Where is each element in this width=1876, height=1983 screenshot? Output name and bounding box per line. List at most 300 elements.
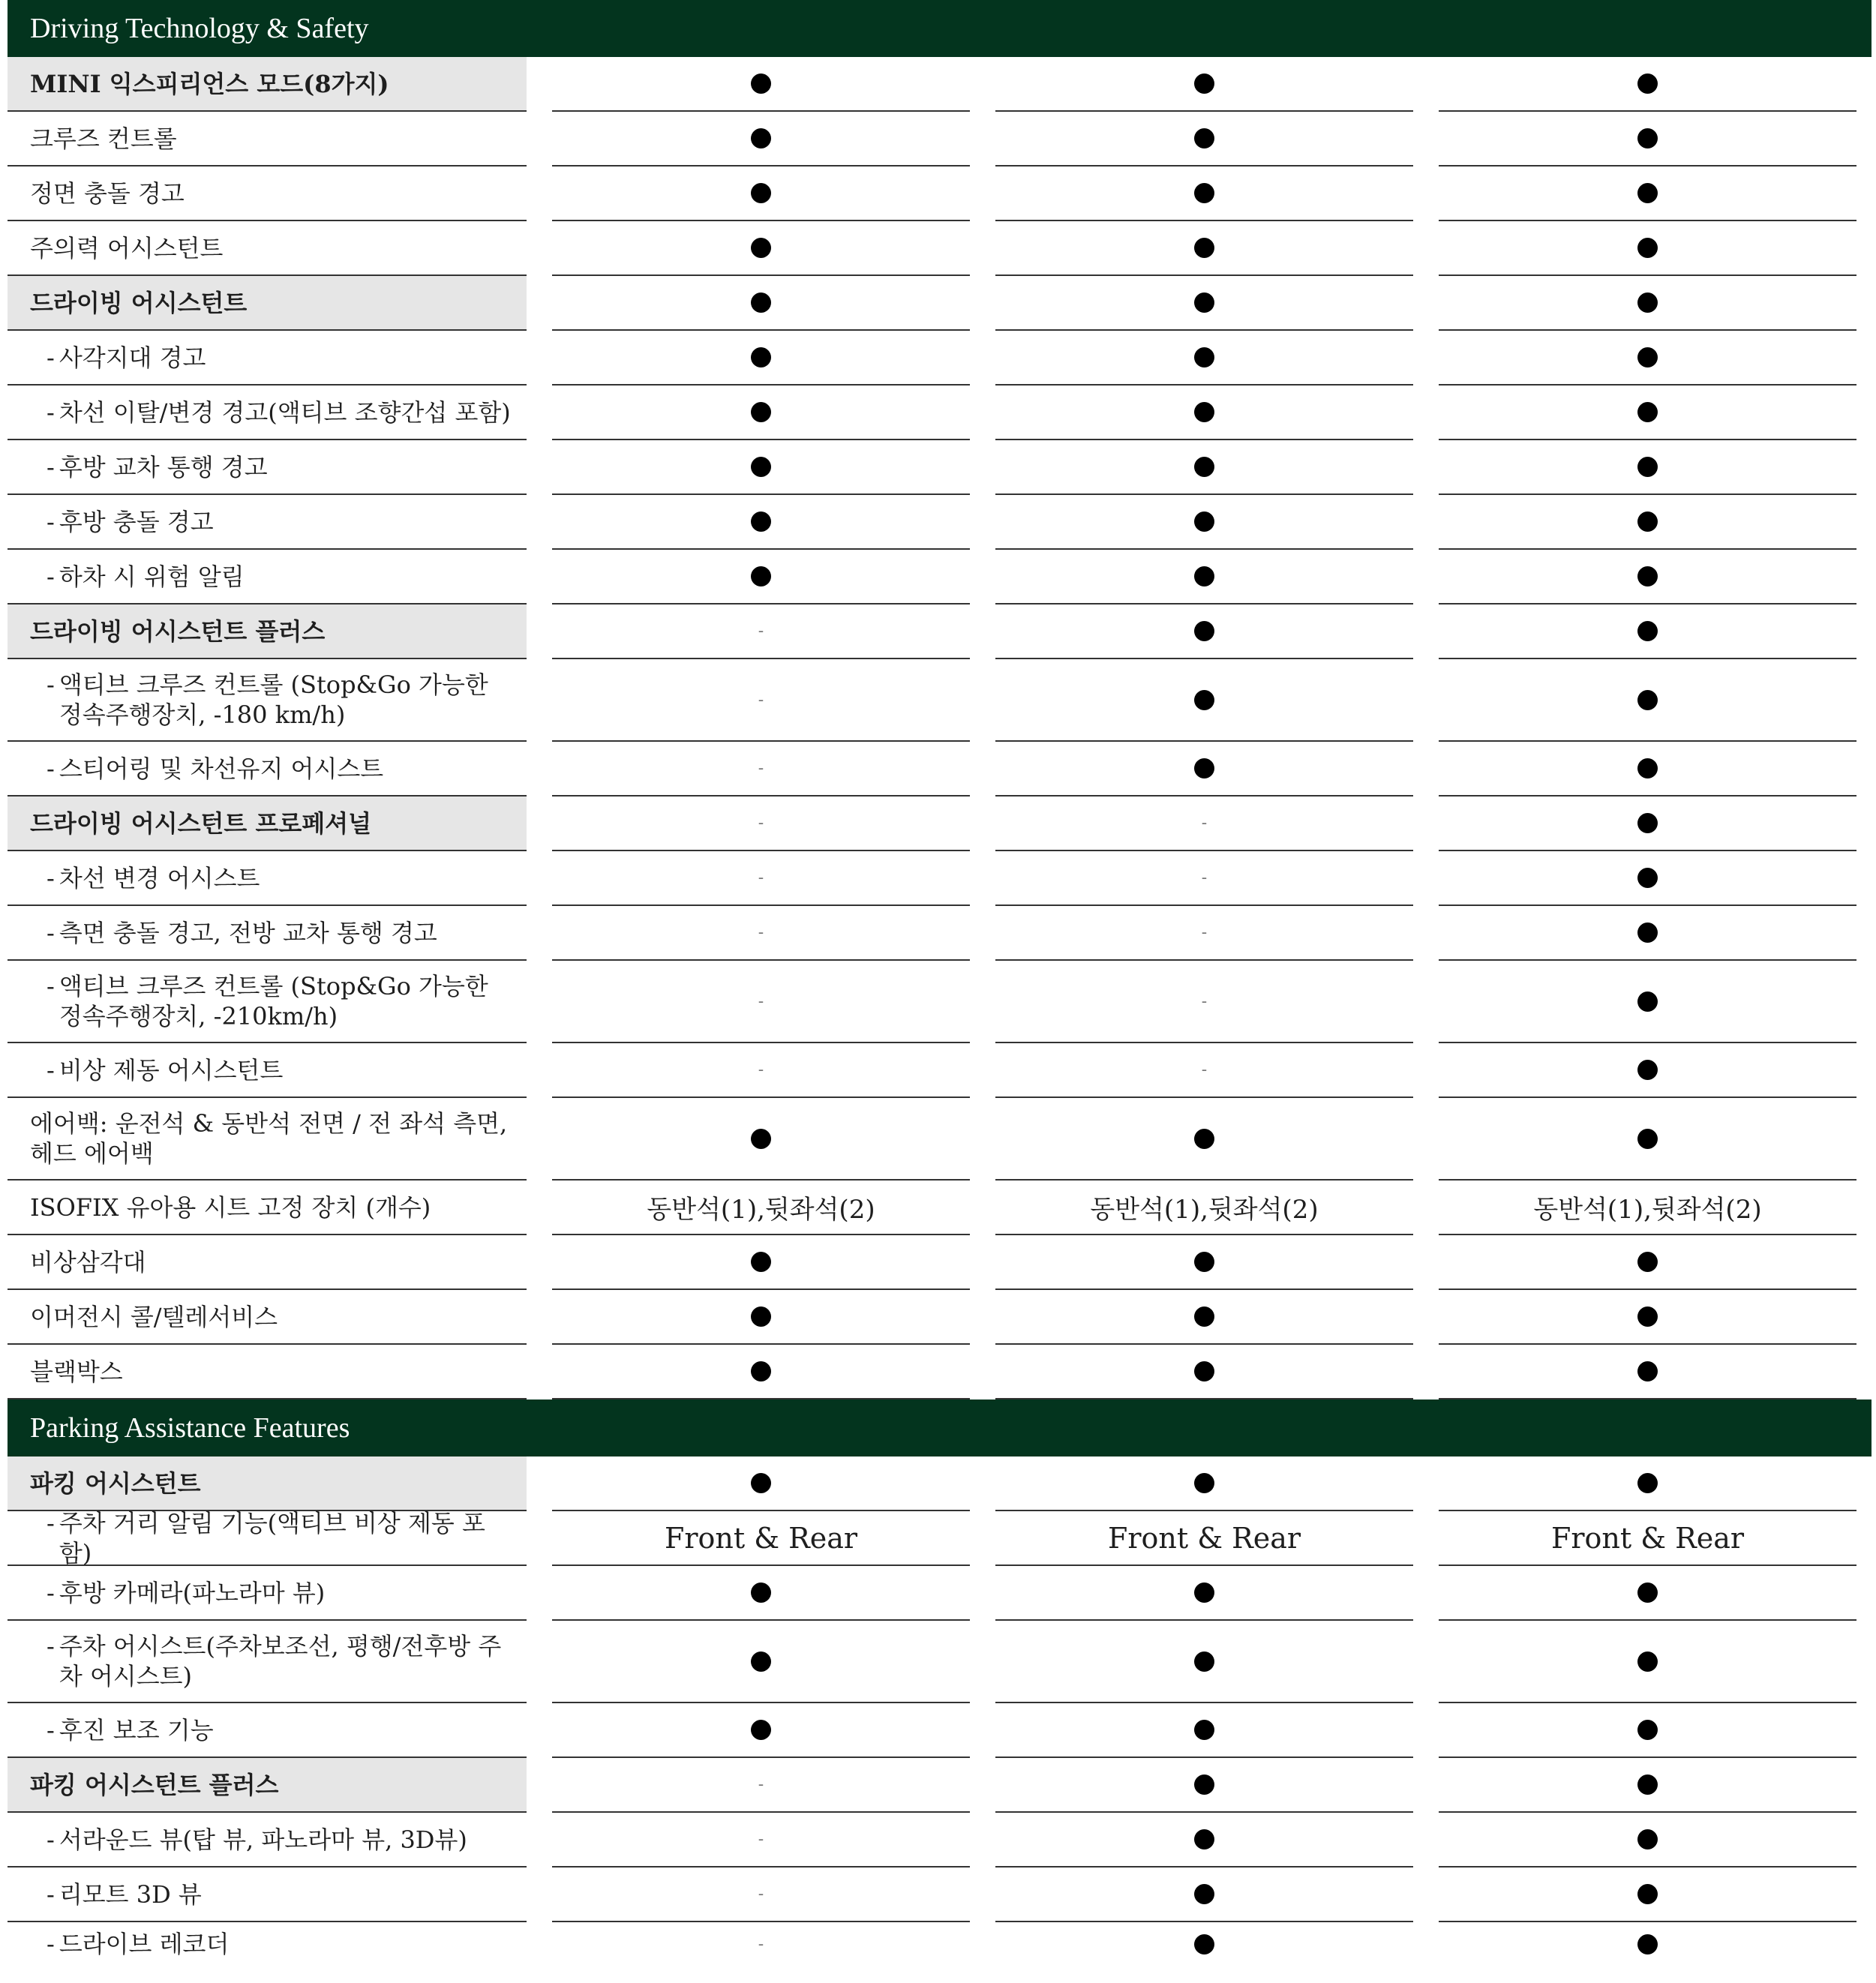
table-row bbox=[8, 1703, 1871, 1758]
not-available-dash: - bbox=[1201, 814, 1208, 832]
column-gap bbox=[1413, 1456, 1439, 1511]
column-gap bbox=[970, 1621, 995, 1703]
column-gap bbox=[527, 659, 552, 742]
value-cell-trim-2 bbox=[995, 112, 1413, 166]
standard-dot-icon bbox=[1637, 402, 1658, 422]
not-available-dash: - bbox=[1201, 923, 1208, 942]
value-cell-trim-2 bbox=[995, 1098, 1413, 1180]
value-cell-trim-3 bbox=[1439, 796, 1856, 851]
value-cell-trim-3 bbox=[1439, 57, 1856, 112]
column-gap bbox=[970, 604, 995, 659]
column-gap bbox=[970, 1566, 995, 1621]
feature-label: 드라이빙 어시스턴트 프로페셔널 bbox=[30, 808, 372, 838]
column-gap bbox=[527, 1345, 552, 1400]
not-available-dash: - bbox=[1201, 1060, 1208, 1079]
value-cell-trim-1 bbox=[552, 440, 970, 495]
standard-dot-icon bbox=[1637, 992, 1658, 1012]
sub-item-dash: - bbox=[47, 452, 55, 482]
column-gap bbox=[1413, 276, 1439, 331]
standard-dot-icon bbox=[751, 347, 771, 368]
column-gap bbox=[970, 1758, 995, 1813]
value-cell-trim-2 bbox=[995, 440, 1413, 495]
column-gap bbox=[527, 1758, 552, 1813]
table-row bbox=[8, 1235, 1871, 1290]
column-gap bbox=[1413, 906, 1439, 961]
sub-item-dash: - bbox=[47, 1825, 55, 1854]
table-row bbox=[8, 1621, 1871, 1703]
value-cell-trim-1 bbox=[552, 331, 970, 386]
standard-dot-icon bbox=[1637, 238, 1658, 258]
not-available-dash: - bbox=[758, 1885, 764, 1904]
value-cell-trim-3 bbox=[1439, 276, 1856, 331]
feature-label-cell bbox=[8, 604, 527, 659]
value-text: 동반석(1),뒷좌석(2) bbox=[1533, 1195, 1762, 1225]
standard-dot-icon bbox=[1637, 512, 1658, 532]
feature-label: 에어백: 운전석 & 동반석 전면 / 전 좌석 측면, 헤드 에어백 bbox=[30, 1109, 508, 1168]
feature-label: 스티어링 및 차선유지 어시스트 bbox=[59, 754, 384, 783]
value-cell-trim-1 bbox=[552, 1511, 970, 1566]
standard-dot-icon bbox=[1194, 183, 1214, 203]
value-cell-trim-3 bbox=[1439, 961, 1856, 1043]
table-row bbox=[8, 1566, 1871, 1621]
column-gap bbox=[970, 906, 995, 961]
standard-dot-icon bbox=[1194, 1652, 1214, 1672]
value-cell-trim-3 bbox=[1439, 1043, 1856, 1098]
sub-feature bbox=[47, 1825, 467, 1855]
value-cell-trim-3 bbox=[1439, 331, 1856, 386]
standard-dot-icon bbox=[1194, 1774, 1214, 1795]
column-gap bbox=[1413, 1511, 1439, 1566]
value-cell-trim-2 bbox=[995, 550, 1413, 604]
standard-dot-icon bbox=[1637, 1934, 1658, 1954]
value-cell-trim-2 bbox=[995, 1621, 1413, 1703]
feature-label: ISOFIX 유아용 시트 고정 장치 (개수) bbox=[30, 1192, 431, 1222]
value-cell-trim-3 bbox=[1439, 1758, 1856, 1813]
value-cell-trim-1 bbox=[552, 851, 970, 906]
standard-dot-icon bbox=[1637, 1720, 1658, 1740]
column-gap bbox=[970, 1511, 995, 1566]
table-row bbox=[8, 604, 1871, 659]
column-gap bbox=[527, 851, 552, 906]
sub-feature bbox=[47, 1631, 513, 1691]
value-cell-trim-3 bbox=[1439, 1703, 1856, 1758]
value-cell-trim-1 bbox=[552, 1703, 970, 1758]
value-text: 동반석(1),뒷좌석(2) bbox=[1090, 1195, 1319, 1225]
sub-feature bbox=[47, 562, 245, 592]
value-cell-trim-1 bbox=[552, 1566, 970, 1621]
value-cell-trim-1 bbox=[552, 221, 970, 276]
standard-dot-icon bbox=[1637, 1306, 1658, 1327]
sub-item-dash: - bbox=[47, 398, 55, 427]
feature-label: 정면 충돌 경고 bbox=[30, 178, 185, 208]
value-cell-trim-3 bbox=[1439, 221, 1856, 276]
value-cell-trim-3 bbox=[1439, 1456, 1856, 1511]
not-available-dash: - bbox=[758, 1060, 764, 1079]
column-gap bbox=[527, 1511, 552, 1566]
table-row bbox=[8, 1043, 1871, 1098]
sub-feature bbox=[47, 971, 513, 1031]
value-cell-trim-3 bbox=[1439, 112, 1856, 166]
column-gap bbox=[970, 495, 995, 550]
value-cell-trim-2 bbox=[995, 906, 1413, 961]
standard-dot-icon bbox=[751, 1720, 771, 1740]
table-row bbox=[8, 1180, 1871, 1235]
table-row bbox=[8, 1758, 1871, 1813]
value-cell-trim-2 bbox=[995, 1922, 1413, 1966]
value-cell-trim-2 bbox=[995, 495, 1413, 550]
column-gap bbox=[527, 1868, 552, 1922]
column-gap bbox=[527, 550, 552, 604]
standard-dot-icon bbox=[1637, 1473, 1658, 1493]
sub-item-dash: - bbox=[47, 1578, 55, 1607]
value-cell-trim-2 bbox=[995, 851, 1413, 906]
table-row bbox=[8, 112, 1871, 166]
section-header: Parking Assistance Features bbox=[8, 1400, 1871, 1456]
column-gap bbox=[527, 796, 552, 851]
standard-dot-icon bbox=[751, 1252, 771, 1272]
feature-label-cell bbox=[8, 166, 527, 221]
table-row bbox=[8, 906, 1871, 961]
standard-dot-icon bbox=[751, 183, 771, 203]
standard-dot-icon bbox=[1194, 1473, 1214, 1493]
not-available-dash: - bbox=[758, 1830, 764, 1849]
sub-feature bbox=[47, 1929, 229, 1959]
feature-label-cell bbox=[8, 1868, 527, 1922]
standard-dot-icon bbox=[1637, 566, 1658, 586]
feature-label: 드라이빙 어시스턴트 bbox=[30, 288, 248, 317]
value-cell-trim-3 bbox=[1439, 386, 1856, 440]
value-cell-trim-2 bbox=[995, 1043, 1413, 1098]
column-gap bbox=[970, 1345, 995, 1400]
value-cell-trim-1 bbox=[552, 276, 970, 331]
table-row bbox=[8, 166, 1871, 221]
value-cell-trim-2 bbox=[995, 742, 1413, 796]
value-cell-trim-3 bbox=[1439, 742, 1856, 796]
standard-dot-icon bbox=[1194, 512, 1214, 532]
not-available-dash: - bbox=[758, 690, 764, 710]
column-gap bbox=[1413, 550, 1439, 604]
value-cell-trim-1 bbox=[552, 1235, 970, 1290]
standard-dot-icon bbox=[751, 238, 771, 258]
value-cell-trim-1 bbox=[552, 1922, 970, 1966]
column-gap bbox=[527, 1621, 552, 1703]
feature-label: 드라이브 레코더 bbox=[59, 1930, 230, 1958]
value-cell-trim-2 bbox=[995, 1703, 1413, 1758]
table-row bbox=[8, 1868, 1871, 1922]
value-cell-trim-1 bbox=[552, 796, 970, 851]
feature-label-cell bbox=[8, 57, 527, 112]
column-gap bbox=[527, 276, 552, 331]
table-row bbox=[8, 1813, 1871, 1868]
value-cell-trim-2 bbox=[995, 1235, 1413, 1290]
value-cell-trim-1 bbox=[552, 1043, 970, 1098]
column-gap bbox=[1413, 166, 1439, 221]
feature-label-cell bbox=[8, 1180, 527, 1235]
column-gap bbox=[970, 1813, 995, 1868]
standard-dot-icon bbox=[1194, 566, 1214, 586]
value-text: 동반석(1),뒷좌석(2) bbox=[647, 1195, 875, 1225]
column-gap bbox=[970, 742, 995, 796]
column-gap bbox=[527, 112, 552, 166]
feature-label-cell bbox=[8, 440, 527, 495]
column-gap bbox=[1413, 1043, 1439, 1098]
value-text: Front & Rear bbox=[1550, 1521, 1745, 1555]
standard-dot-icon bbox=[1194, 457, 1214, 477]
value-cell-trim-3 bbox=[1439, 1180, 1856, 1235]
feature-label-cell bbox=[8, 331, 527, 386]
sub-feature bbox=[47, 670, 513, 730]
standard-dot-icon bbox=[751, 1582, 771, 1603]
column-gap bbox=[527, 1180, 552, 1235]
column-gap bbox=[1413, 1566, 1439, 1621]
value-cell-trim-3 bbox=[1439, 659, 1856, 742]
value-cell-trim-1 bbox=[552, 742, 970, 796]
standard-dot-icon bbox=[1194, 621, 1214, 641]
column-gap bbox=[970, 1868, 995, 1922]
standard-dot-icon bbox=[1194, 347, 1214, 368]
not-available-dash: - bbox=[758, 923, 764, 942]
column-gap bbox=[1413, 1180, 1439, 1235]
standard-dot-icon bbox=[1194, 292, 1214, 313]
table-row bbox=[8, 1290, 1871, 1345]
table-row bbox=[8, 796, 1871, 851]
feature-label-cell bbox=[8, 1456, 527, 1511]
column-gap bbox=[970, 1922, 995, 1966]
column-gap bbox=[527, 386, 552, 440]
column-gap bbox=[970, 386, 995, 440]
value-cell-trim-1 bbox=[552, 1290, 970, 1345]
value-cell-trim-2 bbox=[995, 659, 1413, 742]
table-row bbox=[8, 1345, 1871, 1400]
table-row bbox=[8, 1922, 1871, 1966]
column-gap bbox=[970, 1043, 995, 1098]
value-cell-trim-2 bbox=[995, 166, 1413, 221]
sub-feature bbox=[47, 863, 260, 893]
feature-label: 주차 거리 알림 기능(액티브 비상 제동 포함) bbox=[59, 1508, 485, 1568]
table-row bbox=[8, 386, 1871, 440]
column-gap bbox=[1413, 57, 1439, 112]
standard-dot-icon bbox=[1194, 238, 1214, 258]
not-available-dash: - bbox=[1201, 868, 1208, 887]
standard-dot-icon bbox=[1194, 1720, 1214, 1740]
sub-feature bbox=[47, 1715, 214, 1745]
value-cell-trim-2 bbox=[995, 1868, 1413, 1922]
not-available-dash: - bbox=[758, 1934, 764, 1954]
value-cell-trim-3 bbox=[1439, 604, 1856, 659]
value-cell-trim-1 bbox=[552, 906, 970, 961]
not-available-dash: - bbox=[758, 992, 764, 1011]
not-available-dash: - bbox=[1201, 992, 1208, 1011]
feature-label-cell bbox=[8, 221, 527, 276]
feature-label: 드라이빙 어시스턴트 플러스 bbox=[30, 616, 326, 646]
sub-item-dash: - bbox=[47, 670, 55, 699]
feature-label: 하차 시 위험 알림 bbox=[59, 562, 245, 591]
feature-label: 이머전시 콜/텔레서비스 bbox=[30, 1302, 278, 1331]
table-row bbox=[8, 221, 1871, 276]
column-gap bbox=[1413, 1345, 1439, 1400]
feature-label-cell bbox=[8, 1345, 527, 1400]
sub-item-dash: - bbox=[47, 343, 55, 372]
table-row bbox=[8, 1508, 1871, 1568]
section-header: Driving Technology & Safety bbox=[8, 0, 1871, 57]
value-cell-trim-3 bbox=[1439, 166, 1856, 221]
table-row bbox=[8, 659, 1871, 742]
standard-dot-icon bbox=[1194, 1582, 1214, 1603]
column-gap bbox=[527, 604, 552, 659]
value-cell-trim-3 bbox=[1439, 495, 1856, 550]
feature-label-cell bbox=[8, 906, 527, 961]
value-cell-trim-2 bbox=[995, 604, 1413, 659]
value-cell-trim-1 bbox=[552, 1180, 970, 1235]
value-cell-trim-2 bbox=[995, 1456, 1413, 1511]
feature-label-cell bbox=[8, 1922, 527, 1966]
column-gap bbox=[970, 1703, 995, 1758]
value-cell-trim-2 bbox=[995, 1511, 1413, 1566]
standard-dot-icon bbox=[751, 402, 771, 422]
column-gap bbox=[527, 166, 552, 221]
sub-item-dash: - bbox=[47, 972, 55, 1000]
feature-label-cell bbox=[8, 1508, 527, 1568]
value-cell-trim-3 bbox=[1439, 1922, 1856, 1966]
feature-label-cell bbox=[8, 1758, 527, 1813]
standard-dot-icon bbox=[1194, 1884, 1214, 1904]
value-cell-trim-1 bbox=[552, 166, 970, 221]
value-cell-trim-1 bbox=[552, 1868, 970, 1922]
standard-dot-icon bbox=[1637, 1129, 1658, 1149]
value-cell-trim-3 bbox=[1439, 1868, 1856, 1922]
value-cell-trim-1 bbox=[552, 550, 970, 604]
standard-dot-icon bbox=[751, 292, 771, 313]
feature-label-cell bbox=[8, 1043, 527, 1098]
feature-label-cell bbox=[8, 659, 527, 742]
value-text: Front & Rear bbox=[1107, 1521, 1301, 1555]
standard-dot-icon bbox=[1194, 128, 1214, 148]
column-gap bbox=[970, 1180, 995, 1235]
feature-label-cell bbox=[8, 961, 527, 1043]
column-gap bbox=[527, 1043, 552, 1098]
standard-dot-icon bbox=[1637, 292, 1658, 313]
value-cell-trim-2 bbox=[995, 1758, 1413, 1813]
column-gap bbox=[527, 440, 552, 495]
value-cell-trim-1 bbox=[552, 1098, 970, 1180]
value-cell-trim-2 bbox=[995, 1813, 1413, 1868]
feature-label-cell bbox=[8, 1290, 527, 1345]
column-gap bbox=[970, 440, 995, 495]
standard-dot-icon bbox=[751, 1306, 771, 1327]
feature-label: 비상 제동 어시스턴트 bbox=[59, 1055, 284, 1084]
table-row bbox=[8, 1456, 1871, 1511]
standard-dot-icon bbox=[1637, 1652, 1658, 1672]
sub-item-dash: - bbox=[47, 1508, 55, 1538]
spec-sheet bbox=[8, 0, 1871, 1966]
table-row bbox=[8, 961, 1871, 1043]
standard-dot-icon bbox=[1194, 690, 1214, 710]
feature-label-cell bbox=[8, 550, 527, 604]
table-row bbox=[8, 495, 1871, 550]
value-cell-trim-1 bbox=[552, 57, 970, 112]
sub-feature bbox=[47, 398, 511, 428]
feature-label: 리모트 3D 뷰 bbox=[59, 1880, 202, 1909]
column-gap bbox=[527, 57, 552, 112]
standard-dot-icon bbox=[1637, 621, 1658, 641]
sub-item-dash: - bbox=[47, 562, 55, 591]
standard-dot-icon bbox=[1194, 402, 1214, 422]
standard-dot-icon bbox=[1637, 74, 1658, 94]
not-available-dash: - bbox=[758, 1775, 764, 1794]
value-cell-trim-2 bbox=[995, 386, 1413, 440]
value-cell-trim-3 bbox=[1439, 1621, 1856, 1703]
standard-dot-icon bbox=[1194, 758, 1214, 778]
sub-item-dash: - bbox=[47, 1055, 55, 1084]
value-cell-trim-1 bbox=[552, 112, 970, 166]
column-gap bbox=[1413, 331, 1439, 386]
feature-label: 사각지대 경고 bbox=[59, 343, 206, 372]
value-cell-trim-3 bbox=[1439, 1813, 1856, 1868]
standard-dot-icon bbox=[1637, 758, 1658, 778]
feature-label: 후진 보조 기능 bbox=[59, 1715, 214, 1744]
value-cell-trim-3 bbox=[1439, 851, 1856, 906]
column-gap bbox=[527, 1098, 552, 1180]
feature-label: 차선 이탈/변경 경고(액티브 조향간섭 포함) bbox=[59, 398, 511, 427]
value-cell-trim-1 bbox=[552, 386, 970, 440]
feature-label-cell bbox=[8, 1098, 527, 1180]
sub-item-dash: - bbox=[47, 863, 55, 892]
column-gap bbox=[1413, 961, 1439, 1043]
value-cell-trim-1 bbox=[552, 1621, 970, 1703]
sub-item-dash: - bbox=[47, 918, 55, 947]
column-gap bbox=[970, 112, 995, 166]
value-cell-trim-1 bbox=[552, 604, 970, 659]
column-gap bbox=[970, 659, 995, 742]
column-gap bbox=[1413, 659, 1439, 742]
sub-feature bbox=[47, 452, 268, 482]
column-gap bbox=[1413, 1290, 1439, 1345]
standard-dot-icon bbox=[1194, 1306, 1214, 1327]
standard-dot-icon bbox=[751, 457, 771, 477]
standard-dot-icon bbox=[751, 128, 771, 148]
value-cell-trim-2 bbox=[995, 276, 1413, 331]
not-available-dash: - bbox=[758, 622, 764, 640]
column-gap bbox=[1413, 1703, 1439, 1758]
column-gap bbox=[1413, 742, 1439, 796]
value-cell-trim-3 bbox=[1439, 1345, 1856, 1400]
feature-label-cell bbox=[8, 1235, 527, 1290]
sub-feature bbox=[47, 1578, 325, 1608]
standard-dot-icon bbox=[751, 1652, 771, 1672]
value-cell-trim-1 bbox=[552, 659, 970, 742]
column-gap bbox=[527, 1566, 552, 1621]
column-gap bbox=[1413, 386, 1439, 440]
standard-dot-icon bbox=[1637, 1774, 1658, 1795]
not-available-dash: - bbox=[758, 759, 764, 778]
column-gap bbox=[527, 1290, 552, 1345]
column-gap bbox=[970, 166, 995, 221]
column-gap bbox=[527, 331, 552, 386]
table-row bbox=[8, 440, 1871, 495]
value-cell-trim-2 bbox=[995, 57, 1413, 112]
value-cell-trim-1 bbox=[552, 1813, 970, 1868]
column-gap bbox=[970, 221, 995, 276]
column-gap bbox=[1413, 1922, 1439, 1966]
feature-label: 파킹 어시스턴트 플러스 bbox=[30, 1770, 279, 1799]
column-gap bbox=[1413, 221, 1439, 276]
standard-dot-icon bbox=[751, 512, 771, 532]
standard-dot-icon bbox=[1637, 1884, 1658, 1904]
column-gap bbox=[1413, 1813, 1439, 1868]
standard-dot-icon bbox=[1637, 1829, 1658, 1850]
standard-dot-icon bbox=[751, 566, 771, 586]
value-cell-trim-3 bbox=[1439, 1098, 1856, 1180]
